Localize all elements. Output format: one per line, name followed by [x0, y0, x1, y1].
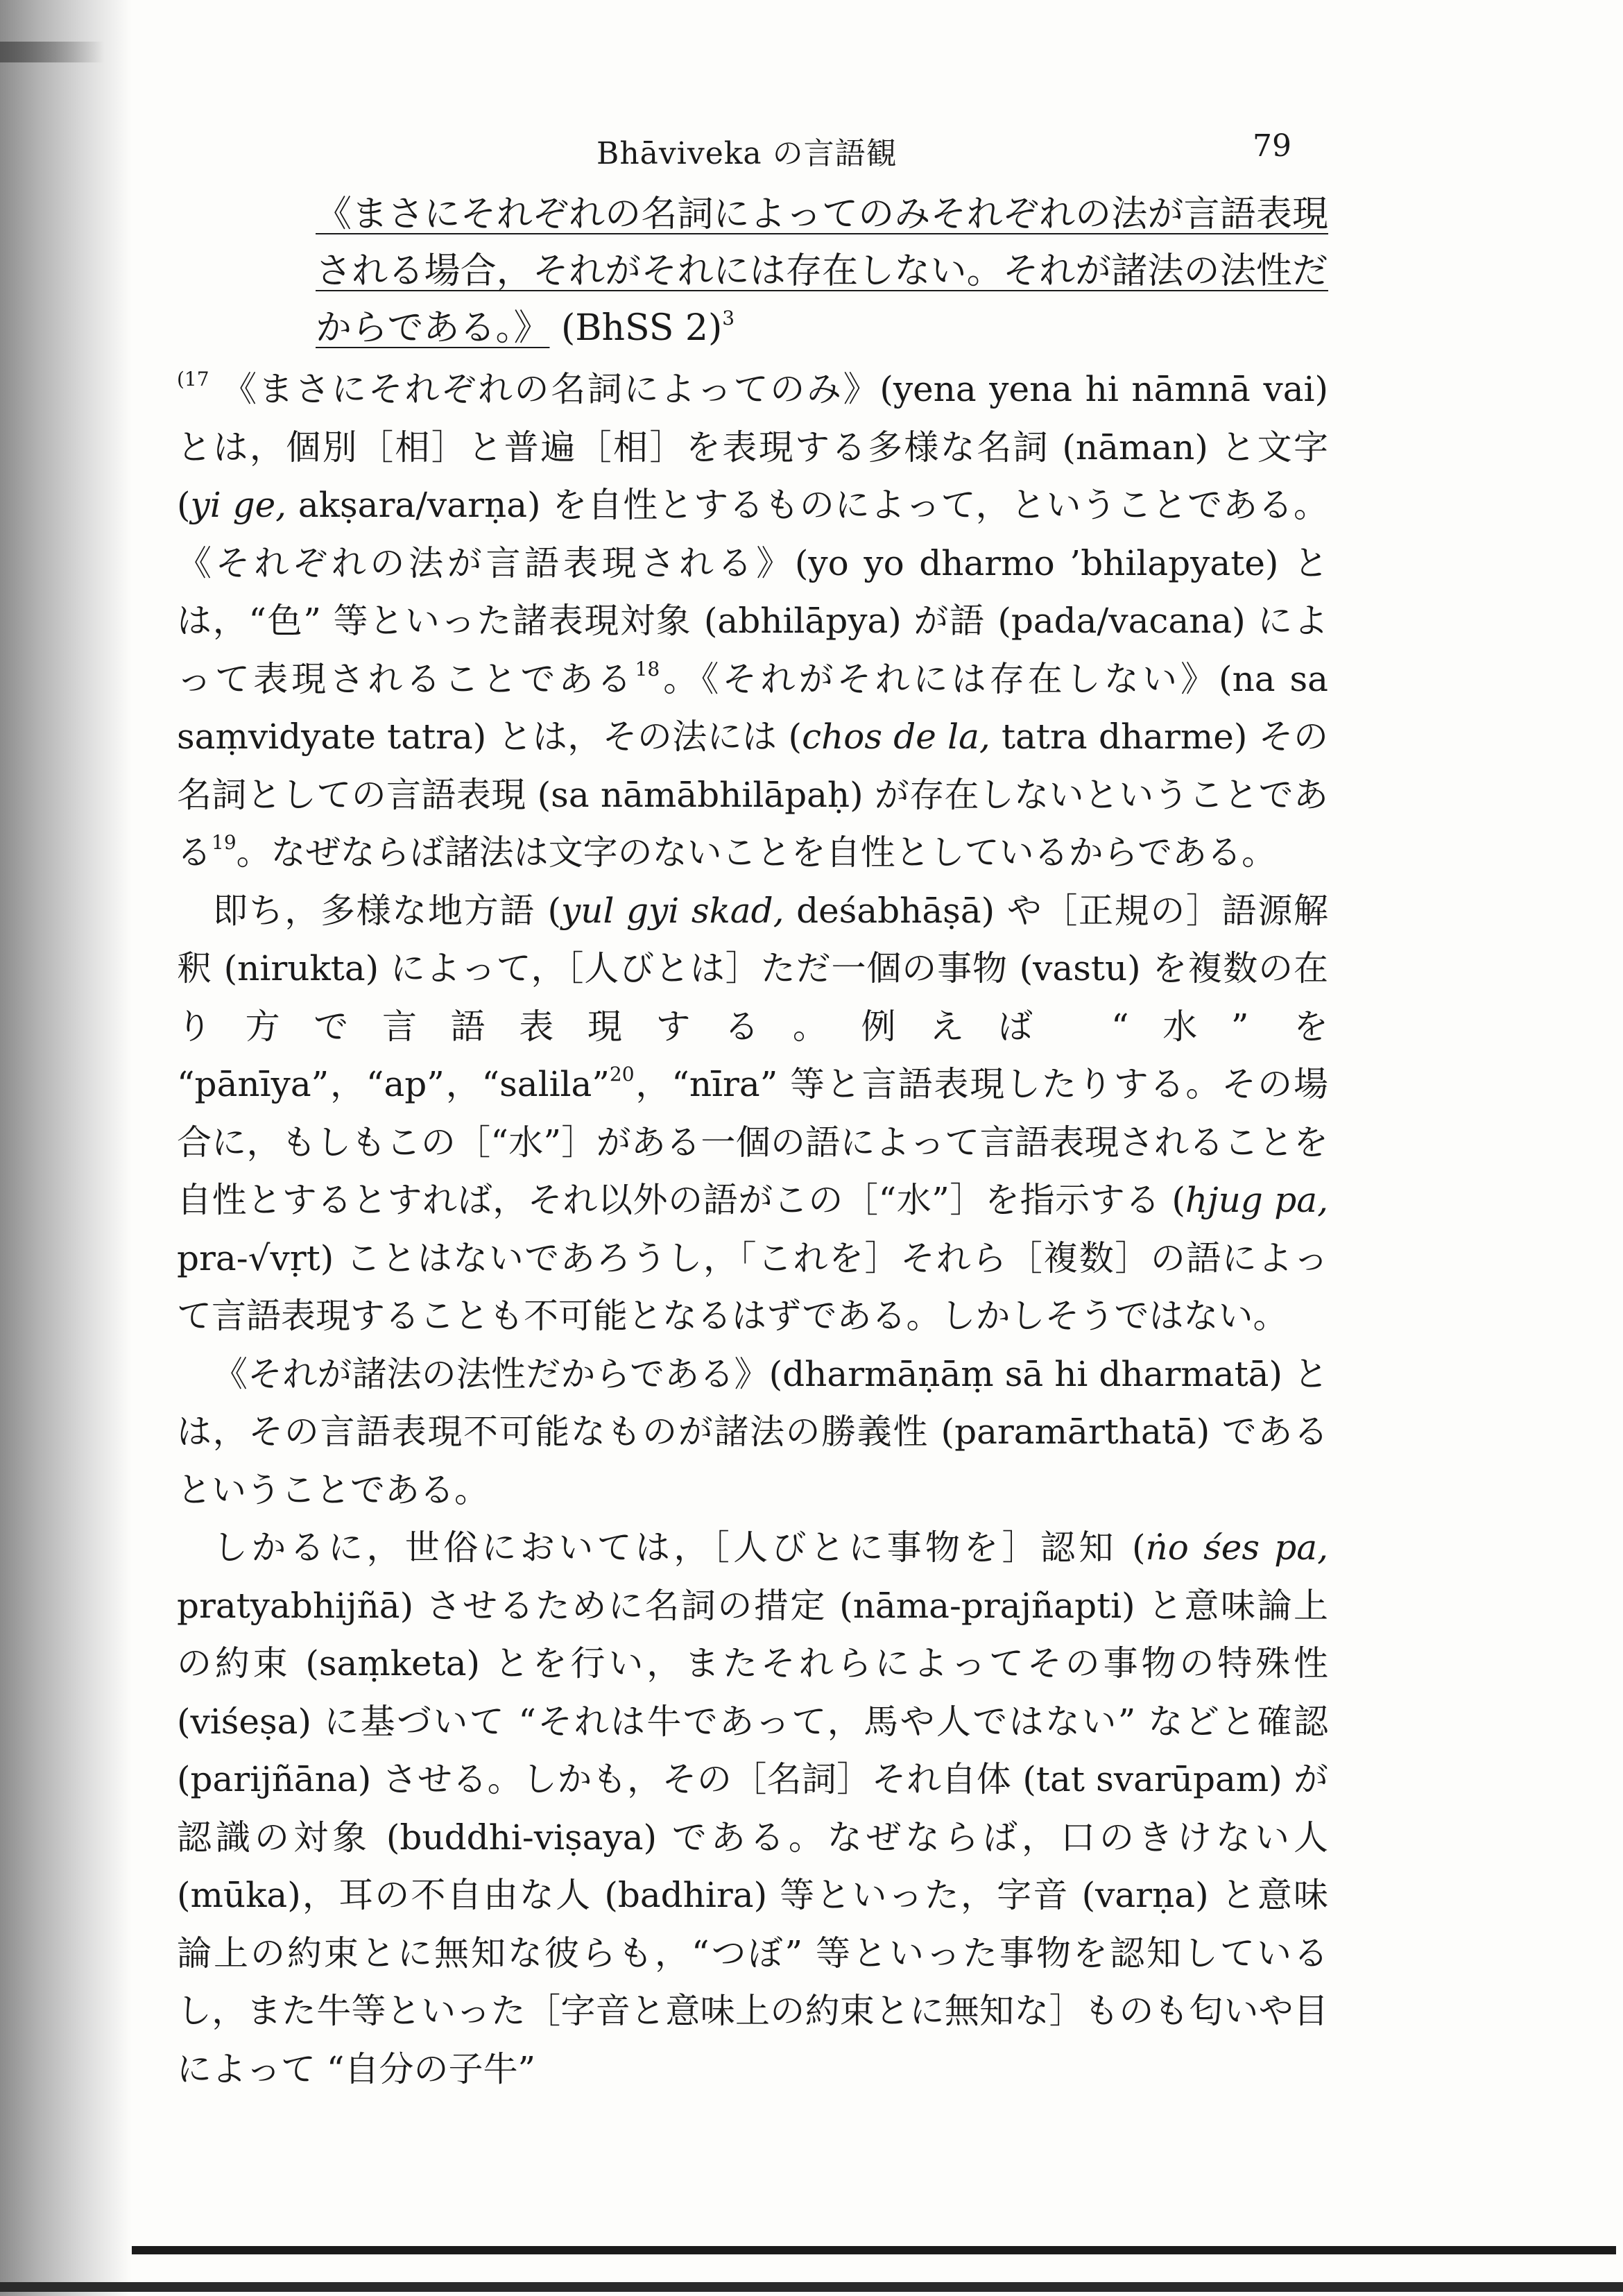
- p2-text-a: 即ち，多様な地方語 (: [213, 890, 562, 931]
- p3-text: 《それが諸法の法性だからである》(dharmāṇāṃ sā hi dharmatā) とは，その言語表現不可能なものが諸法の勝義性 (paramārthatā) であるということである。: [177, 1353, 1328, 1510]
- p1-text-c: 。《それがそれには存在しない》(na sa saṃvidyate tatra) とは，その法には (: [177, 658, 1328, 757]
- block-quote: [316, 186, 1328, 357]
- p4-italic-a: ṅo śes pa,: [1145, 1527, 1328, 1568]
- footnote-ref-3: 3: [722, 307, 735, 329]
- p1-text-e: 。なぜならば諸法は文字のないことを自性としているからである。: [236, 832, 1277, 873]
- page-number: 79: [1253, 128, 1291, 164]
- quote-citation: (BhSS 2): [549, 307, 723, 349]
- footnote-ref-19: 19: [212, 831, 237, 854]
- running-header: Bhāviveka の言語観: [596, 136, 898, 171]
- p2-italic-a: yul gyi skad,: [561, 890, 784, 931]
- note-marker-17: (17: [177, 368, 209, 391]
- p1-text-d: tatra dharme) その名詞としての言語表現 (sa nāmābhilāpaḥ) が存在しないということである: [177, 717, 1328, 873]
- scan-bottom-edge: [0, 2282, 1623, 2292]
- p1-italic-b: chos de la,: [802, 717, 990, 757]
- paragraph-3: [177, 1346, 1328, 1520]
- p1-italic-a: yi ge,: [190, 485, 287, 525]
- p2-text-c: ，“nīra” 等と言語表現したりする。その場合に，もしもこの［“水”］がある一個の語によって言語表現されることを自性とするとすれば，それ以外の語がこの［“水”］を指示する (: [177, 1064, 1328, 1220]
- scan-bottom-rule: [132, 2246, 1616, 2254]
- body-text: [177, 361, 1328, 2098]
- scan-mark: [0, 42, 104, 62]
- p1-text-b: akṣara/varṇa) を自性とするものによって，ということである。《それぞれの法が言語表現される》(yo yo dharmo ’bhilapyate) とは，“色” 等といった諸表現対象 (abhilāpya) が語 (pada/vacana) によって表現されることである: [177, 485, 1328, 699]
- paragraph-2: [177, 882, 1328, 1346]
- p1-text-a: 《まさにそれぞれの名詞によってのみ》(yena yena hi nāmnā vai) とは，個別［相］と普遍［相］を表現する多様な名詞 (nāman) と文字 (: [177, 369, 1328, 525]
- p2-text-b: deśabhāṣā) や［正規の］語源解釈 (nirukta) によって，［人びとは］ただ一個の事物 (vastu) を複数の在り方で言語表現する。例えば “水” を “pānīya”，“ap”，“salila”: [177, 890, 1328, 1104]
- footnote-ref-18: 18: [635, 657, 660, 680]
- p2-italic-b: hjug pa,: [1185, 1180, 1328, 1220]
- p2-text-d: pra-√vṛt) ことはないであろうし，「これを］それら［複数］の語によって言語表現することも不可能となるはずである。しかしそうではない。: [177, 1237, 1328, 1336]
- p4-text-a: しかるに，世俗においては，［人びとに事物を］認知 (: [213, 1527, 1146, 1568]
- paragraph-1: [177, 361, 1328, 882]
- paragraph-4: [177, 1519, 1328, 2098]
- scan-shadow-edge: [0, 0, 132, 2296]
- p4-text-b: pratyabhijñā) させるために名詞の措定 (nāma-prajñapti) と意味論上の約束 (saṃketa) とを行い，またそれらによってその事物の特殊性 (viśeṣa) に基づいて “それは牛であって，馬や人ではない” などと確認 (parijñāna) させる。しかも，その［名詞］それ自体 (tat svarūpam) が認識の対象 (buddhi-viṣaya) である。なぜならば，口のきけない人 (mūka)，耳の不自由な人 (badhira) 等といった，字音 (varṇa) と意味論上の約束とに無知な彼らも，“つぼ” 等といった事物を認知しているし，また牛等といった［字音と意味上の約束とに無知な］ものも匂いや目によって “自分の子牛”: [177, 1585, 1328, 2089]
- footnote-ref-20: 20: [609, 1063, 635, 1086]
- quote-text: 《まさにそれぞれの名詞によってのみそれぞれの法が言語表現される場合，それがそれには存在しない。それが諸法の法性だからである。》: [316, 194, 1328, 349]
